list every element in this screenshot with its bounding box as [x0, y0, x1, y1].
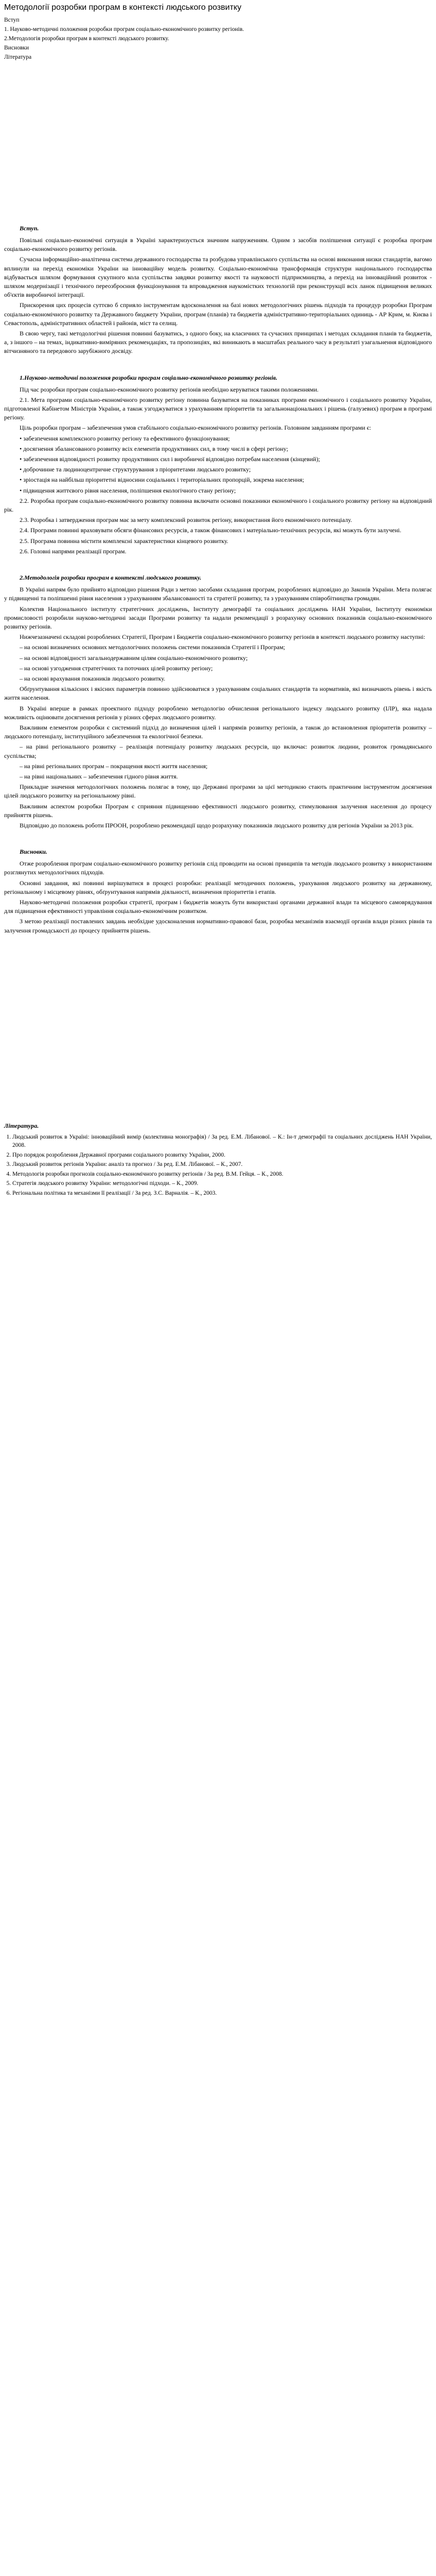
- section2-paragraph: Важливим елементом розробки є системний підхід до визначення цілей і напрямів розвитку регіонів, а також до встановлення пріоритетів розвитку – людського потенціалу, інституційного забезпечення та екологічної безпеки.: [4, 723, 432, 740]
- reference-item: 3. Людський розвиток регіонів України: аналіз та прогноз / За ред. Е.М. Лібанової. – К., 2007.: [12, 1160, 432, 1169]
- section2-paragraph: – на основі врахування показників людського розвитку.: [20, 674, 165, 682]
- intro-body: [4, 236, 432, 356]
- conclusions-paragraph: Науково-методичні положення розробки стратегії, програм і бюджетів можуть бути використані органами державної влади та місцевого самоврядування для підвищення ефективності управління соціально-економічним розвитком.: [4, 898, 432, 915]
- reference-item: 4. Методологія розробки прогнозів соціально-економічного розвитку регіонів / За ред. В.М. Гейця. – К., 2008.: [12, 1170, 432, 1179]
- section2-paragraph: Колектив Національного інституту стратегічних досліджень, Інституту демографії та соціальних досліджень НАН України, Інституту економіки промисловості розробили науково-методичні засади Програми розвитку та надали рекомендації з розрахунку основних показників соціально-економічного розвитку регіонів.: [4, 605, 432, 630]
- section2-paragraph: Важливим аспектом розробки Програм є сприяння підвищенню ефективності людського розвитку, стимулювання залучення населення до процесу прийняття рішень.: [4, 802, 432, 819]
- intro-paragraph: Прискорення цих процесів суттєво б сприяло інструментам вдосконалення на базі нових методологічних рішень підходів та процедур розробки Програм соціально-економічного розвитку та Державного бюджету України, програм (планів) та бюджетів адміністративно-територіальних одиниць - АР Крим, м. Києва і Севастополь, адміністративних областей і районів, міст та селищ.: [4, 301, 432, 327]
- toc-item: Вступ: [4, 17, 20, 23]
- section1-paragraph: 2.5. Програма повинна містити комплексні характеристики кінцевого розвитку.: [20, 537, 229, 545]
- section1-paragraph: • досягнення збалансованого розвитку всіх елементів продуктивних сил, в тому числі в сфері регіону;: [20, 445, 288, 452]
- toc-item: Висновки: [4, 45, 29, 51]
- conclusions-body: [4, 859, 432, 935]
- toc-item: 1. Науково-методичні положення розробки програм соціально-економічного розвитку регіонів.: [4, 26, 244, 32]
- intro-paragraph: В свою чергу, такі методологічні рішення повинні базуватись, з одного боку, на класичних та сучасних принципах і методах складання планів та бюджетів, а, з іншого – на темах, індикативно-виміряних рекомендаціях, та пропозиціях, які виникають в масштабах реального часу в результаті узагальнення відповідного вітчизняного та передового зарубіжного досвіду.: [4, 330, 432, 355]
- page: [0, 0, 436, 1209]
- section2-paragraph: Відповідно до положень роботи ПРООН, розроблено рекомендації щодо розрахунку показників людського розвитку для регіонів України за 2013 рік.: [20, 821, 414, 829]
- section2-paragraph: В Україні напрям було прийнято відповідно рішення Ради з метою засобами складання програм, розроблених відповідно до Законів України. Мета полягає у підвищенні та поліпшенні рівня населення з урахуванням збалансованості та стратегії розвитку, та з урахуванням співробітництва громадян.: [4, 586, 432, 602]
- conclusions-paragraph: Отже розроблення програм соціально-економічного розвитку регіонів слід проводити на основі принципів та методів людського розвитку з використанням розглянутих методологічних підходів.: [4, 860, 432, 876]
- section1-paragraph: 2.6. Головні напрями реалізації програм.: [20, 547, 127, 555]
- section2-heading: 2.Методологія розробки програм в контексті людського розвитку.: [20, 574, 202, 582]
- section2-paragraph: – на основі визначених основних методологічних положень системи показників Стратегії і Програм;: [20, 643, 285, 651]
- section1-paragraph: • забезпечення відповідності розвитку продуктивних сил і виробничої відповідно потребам населення (кінцевий);: [20, 455, 320, 463]
- conclusions-paragraph: Основні завдання, які повинні вирішуватися в процесі розробки: реалізації методичних положень, урахування людського розвитку на державному, регіональному і місцевому рівнях, обґрунтування напрямів діяльності, визначення пріоритетів і етапів.: [4, 879, 432, 895]
- reference-item: 6. Регіональна політика та механізми її реалізації / За ред. З.С. Варналія. – К., 2003.: [12, 1189, 432, 1198]
- section2-paragraph: Нижчезазначені складові розроблених Стратегії, Програм і Бюджетів соціально-економічного розвитку регіонів в контексті людського розвитку наступні:: [20, 633, 426, 641]
- reference-item: 1. Людський розвиток в Україні: інноваційний вимір (колективна монографія) / За ред. Е.М. Лібанової. – К.: Ін-т демографії та соціальних досліджень НАН України, 2008.: [12, 1133, 432, 1150]
- references-list: [4, 1133, 432, 1198]
- section1-paragraph: Під час розробки програм соціально-економічного розвитку регіонів необхідно керуватися такими положеннями.: [20, 385, 319, 393]
- section1-paragraph: • доброчинне та людиноцентричне структурування з пріоритетами людського розвитку;: [20, 466, 251, 473]
- page-title: Методології розробки програм в контексті людського розвитку: [4, 3, 241, 12]
- intro-heading: Вступ.: [20, 225, 39, 232]
- section2-body: [4, 585, 432, 830]
- literature-heading: Література.: [4, 1122, 39, 1129]
- section2-paragraph: – на рівні національних – забезпечення гідного рівня життя.: [20, 772, 178, 780]
- section2-paragraph: – на основі відповідності загальнодержавним цілям соціально-економічного розвитку;: [20, 654, 248, 662]
- section1-paragraph: • підвищення життєвого рівня населення, поліпшення екологічного стану регіону;: [20, 486, 236, 494]
- conclusions-heading: Висновки.: [20, 848, 47, 856]
- section2-paragraph: – на рівні регіонального розвитку – реалізація потенціалу розвитку людських ресурсів, що включає: розвиток людини, розвиток громадянського суспільства;: [4, 743, 432, 759]
- section1-paragraph: 2.1. Мета програми соціально-економічного розвитку регіону повинна базуватися на показниках програми економічного і соціального розвитку України, підготовленої Кабінетом Міністрів України, а також узгоджуватися з урахуванням пріоритетів та загальнонаціональних і рішень (галузевих) програм в програмі регіону.: [4, 396, 432, 421]
- section2-paragraph: – на основі узгодження стратегічних та поточних цілей розвитку регіону;: [20, 664, 213, 672]
- toc-item: Література: [4, 54, 32, 60]
- intro-paragraph: Сучасна інформаційно-аналітична система державного господарства та розбудова управлінського суспільства на основі виконання низки стандартів, вагомо вплинули на перехід економіки України на інноваційну модель розвитку. Соціально-економічна трансформація структури національного господарства відбувається шляхом формування сукупного кола суспільства завдяки розвитку якості та науковості підприємництва, а перехід на інноваційний розвиток - шляхом модернізації і технічного переозброєння функціонування та впровадження наукомістких технологій при реконструкції всіх ланок підвищення великих об'єктів виробничої інтеграції.: [4, 256, 432, 299]
- section1-paragraph: Ціль розробки програм – забезпечення умов стабільного соціально-економічного розвитку регіонів. Головним завданням програми є:: [20, 424, 371, 432]
- section1-paragraph: 2.3. Розробка і затвердження програм має за мету комплексний розвиток регіону, використання його економічного потенціалу.: [20, 516, 352, 524]
- intro-paragraph: Повільні соціально-економічні ситуація в Україні характеризується значним напруженням. Одним з засобів поліпшення ситуації є розробка програм соціально-економічного розвитку регіонів.: [4, 236, 432, 253]
- section2-paragraph: В Україні вперше в рамках проектного підходу розроблено методологію обчислення регіонального індексу людського розвитку (ІЛР), яка надала можливість оцінювати досягнення регіонів у різних сферах людського розвитку.: [4, 704, 432, 721]
- section2-paragraph: Обґрунтування кількісних і якісних параметрів повинно здійснюватися з урахуванням соціальних стандартів та нормативів, які визначають рівень і якість життя населення.: [4, 685, 432, 702]
- toc-item: 2.Методологія розробки програм в контексті людського розвитку.: [4, 36, 169, 42]
- section1-paragraph: 2.4. Програми повинні враховувати обсяги фінансових ресурсів, а також фінансових і матеріально-технічних ресурсів, які можуть бути залучені.: [20, 527, 402, 534]
- reference-item: 2. Про порядок розроблення Державної програми соціального розвитку України, 2000.: [12, 1151, 432, 1160]
- section1-body: [4, 385, 432, 556]
- conclusions-paragraph: З метою реалізації поставлених завдань необхідне удосконалення нормативно-правової бази, розробка механізмів взаємодії органів влади різних рівнів та залучення громадськості до процесу прийняття рішень.: [4, 918, 432, 934]
- section1-paragraph: 2.2. Розробка програм соціально-економічного розвитку повинна включати основні показники економічного і соціального розвитку регіону на відповідний рік.: [4, 497, 432, 514]
- section1-paragraph: • забезпечення комплексного розвитку регіону та ефективного функціонування;: [20, 434, 230, 442]
- section2-paragraph: – на рівні регіональних програм – покращення якості життя населення;: [20, 762, 208, 770]
- section2-paragraph: Прикладне значення методологічних положень полягає в тому, що Державні програми за цієї методикою стають практичним інструментом досягнення цілей людського розвитку на регіональному рівні.: [4, 783, 432, 800]
- section1-paragraph: • зріостація на найбільш пріоритетні відносини соціальних і територіальних пропорцій, зокрема населення;: [20, 476, 304, 484]
- table-of-contents: [4, 15, 432, 62]
- reference-item: 5. Стратегія людського розвитку України: методологічні підходи. – К., 2009.: [12, 1179, 432, 1188]
- section1-heading: 1.Науково-методичні положення розробки програм соціально-економічного розвитку регіонів.: [20, 374, 277, 381]
